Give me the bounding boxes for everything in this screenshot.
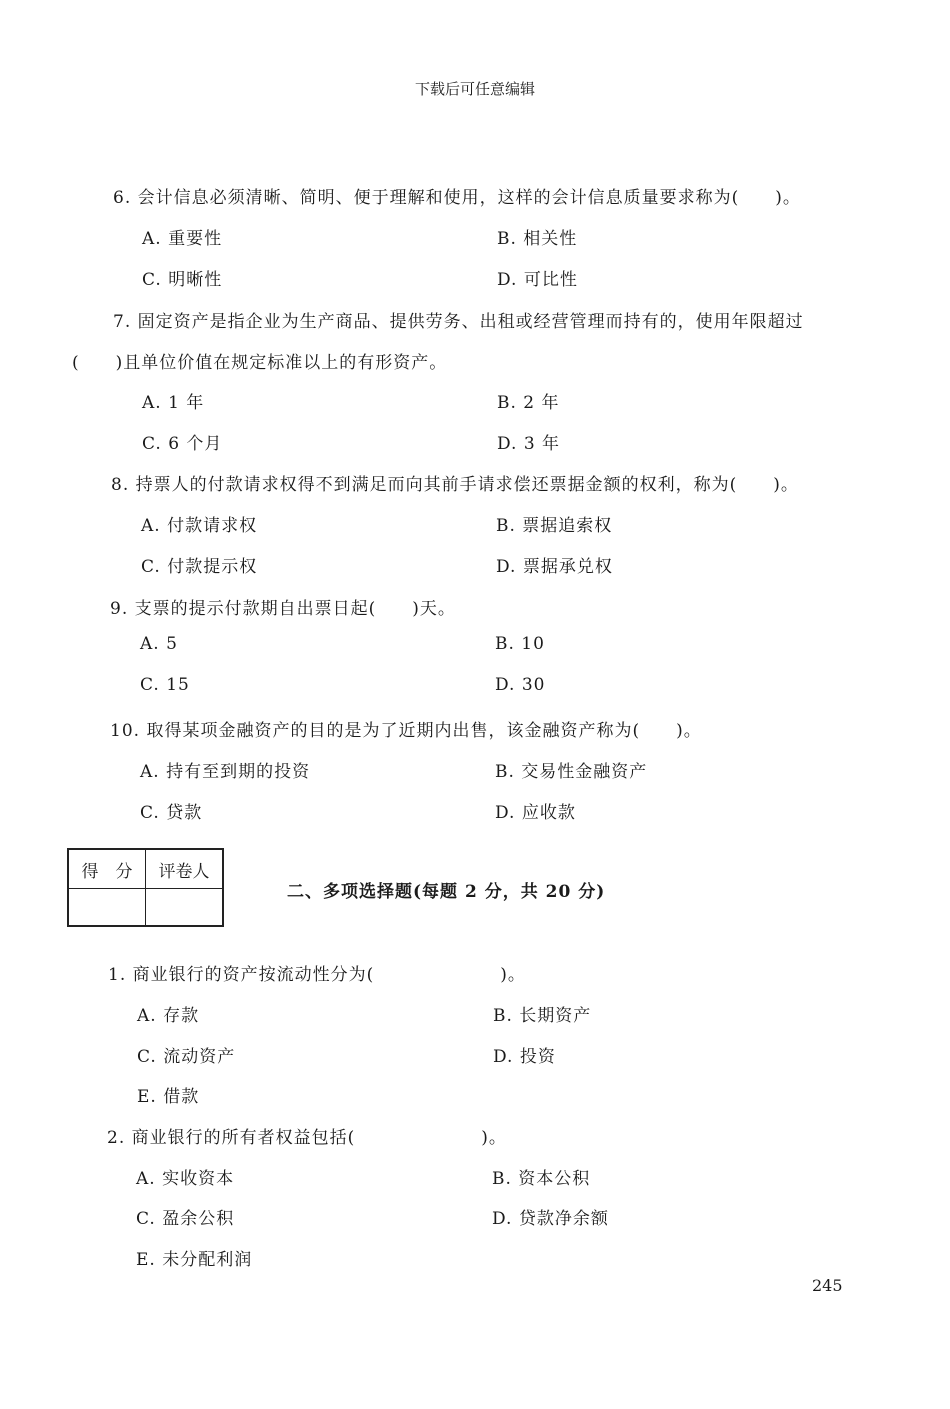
question-8-option-c: C. 付款提示权 bbox=[141, 557, 258, 577]
question-7-option-d: D. 3 年 bbox=[497, 434, 561, 454]
multi-question-1-option-e: E. 借款 bbox=[137, 1087, 200, 1107]
score-cell bbox=[68, 889, 146, 927]
question-10-option-d: D. 应收款 bbox=[495, 803, 576, 823]
grader-header: 评卷人 bbox=[146, 849, 224, 889]
multi-question-2-option-a: A. 实收资本 bbox=[136, 1169, 235, 1189]
question-10-stem: 10. 取得某项金融资产的目的是为了近期内出售，该金融资产称为( )。 bbox=[110, 721, 702, 741]
multi-question-2-option-e: E. 未分配利润 bbox=[136, 1250, 253, 1270]
question-9-option-c: C. 15 bbox=[140, 675, 190, 695]
multi-question-2-option-b: B. 资本公积 bbox=[492, 1169, 591, 1189]
multi-question-1-option-c: C. 流动资产 bbox=[137, 1047, 236, 1067]
multi-question-2-option-c: C. 盈余公积 bbox=[136, 1209, 235, 1229]
multi-question-1-option-a: A. 存款 bbox=[137, 1006, 200, 1026]
score-header: 得 分 bbox=[68, 849, 146, 889]
question-6-option-b: B. 相关性 bbox=[497, 229, 578, 249]
question-6-stem: 6. 会计信息必须清晰、简明、便于理解和使用，这样的会计信息质量要求称为( )。 bbox=[113, 188, 801, 208]
question-9-option-d: D. 30 bbox=[495, 675, 546, 695]
question-7-stem: 7. 固定资产是指企业为生产商品、提供劳务、出租或经营管理而持有的，使用年限超过 bbox=[113, 312, 804, 332]
page-number: 245 bbox=[812, 1276, 843, 1295]
multi-question-2-stem: 2. 商业银行的所有者权益包括( )。 bbox=[107, 1128, 507, 1148]
question-6-option-a: A. 重要性 bbox=[142, 229, 223, 249]
question-8-option-a: A. 付款请求权 bbox=[141, 516, 258, 536]
grader-cell bbox=[146, 889, 224, 927]
multi-question-2-option-d: D. 贷款净余额 bbox=[492, 1209, 609, 1229]
question-9-stem: 9. 支票的提示付款期自出票日起( )天。 bbox=[110, 599, 456, 619]
question-7-option-b: B. 2 年 bbox=[497, 393, 560, 413]
multi-question-1-option-b: B. 长期资产 bbox=[493, 1006, 592, 1026]
question-6-option-d: D. 可比性 bbox=[497, 270, 578, 290]
page-header: 下载后可任意编辑 bbox=[414, 80, 535, 98]
question-9-option-a: A. 5 bbox=[140, 634, 178, 654]
question-10-option-c: C. 贷款 bbox=[140, 803, 203, 823]
question-6-option-c: C. 明晰性 bbox=[142, 270, 223, 290]
question-10-option-b: B. 交易性金融资产 bbox=[495, 762, 648, 782]
question-8-option-b: B. 票据追索权 bbox=[496, 516, 613, 536]
question-9-option-b: B. 10 bbox=[495, 634, 545, 654]
question-7-stem-line2: ( )且单位价值在规定标准以上的有形资产。 bbox=[72, 353, 448, 373]
question-10-option-a: A. 持有至到期的投资 bbox=[140, 762, 311, 782]
question-7-option-c: C. 6 个月 bbox=[142, 434, 223, 454]
question-8-stem: 8. 持票人的付款请求权得不到满足而向其前手请求偿还票据金额的权利，称为( )。 bbox=[111, 475, 799, 495]
section-2-title: 二、多项选择题(每题 2 分，共 20 分) bbox=[287, 882, 606, 902]
multi-question-1-stem: 1. 商业银行的资产按流动性分为( )。 bbox=[108, 965, 526, 985]
question-7-option-a: A. 1 年 bbox=[142, 393, 205, 413]
question-8-option-d: D. 票据承兑权 bbox=[496, 557, 613, 577]
score-table bbox=[67, 848, 224, 927]
multi-question-1-option-d: D. 投资 bbox=[493, 1047, 556, 1067]
